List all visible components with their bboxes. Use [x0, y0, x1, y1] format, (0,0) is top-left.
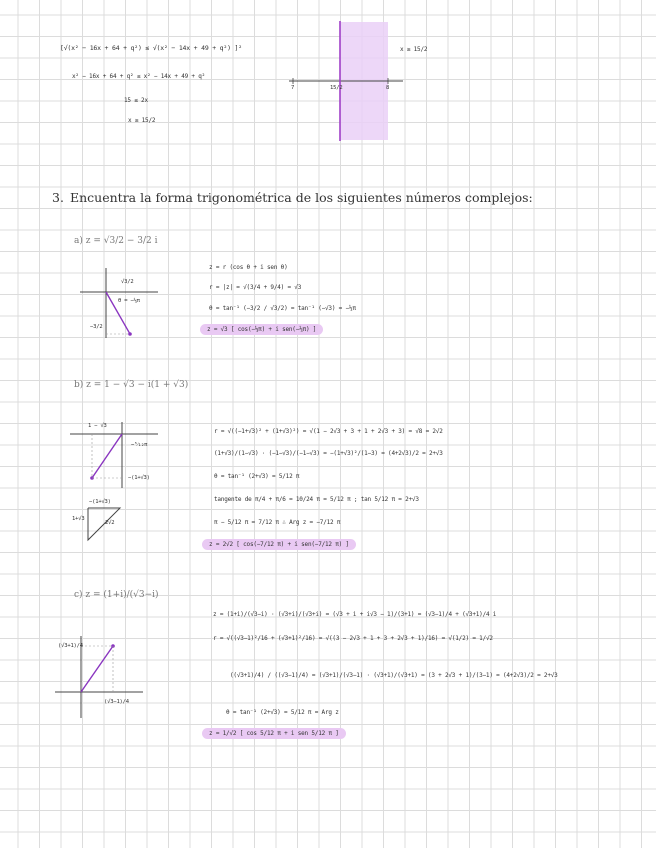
part-a-line-1: z = r (cos θ + i sen θ) — [209, 264, 288, 271]
part-b-fig-angle: −⁵⁄₁₂π — [131, 442, 148, 448]
part-b-fig-right: −(1+√3) — [128, 475, 150, 481]
section-title: Encuentra la forma trigonométrica de los siguientes números complejos: — [70, 190, 533, 205]
part-b-tri-top: −(1+√3) — [89, 499, 111, 505]
part-b-answer: z = 2√2 [ cos(−7/12 π) + i sen(−7/12 π) ] — [202, 539, 356, 550]
part-b-line-2: (1+√3)/(1−√3) · (−1−√3)/(−1−√3) = −(1+√3)²/(1−3) = (4+2√3)/2 = 2+√3 — [214, 450, 443, 457]
graph-label: x ≥ 15/2 — [400, 46, 428, 53]
inequality-graph — [285, 18, 428, 148]
top-line-4: x ≥ 15/2 — [128, 117, 156, 124]
top-line-2: x² − 16x + 64 + q² ≤ x² − 14x + 49 + q² — [72, 73, 206, 80]
part-c-line-4: θ = tan⁻¹ (2+√3) = 5/12 π = Arg z — [226, 709, 339, 716]
part-c-answer: z = 1/√2 [ cos 5/12 π + i sen 5/12 π ] — [202, 728, 346, 739]
section-number: 3. — [52, 190, 64, 205]
part-c-label: c) z = (1+i)/(√3−i) — [74, 590, 159, 600]
graph-tick-8: 8 — [386, 85, 390, 91]
graph-tick-half: 15/2 — [330, 85, 343, 91]
part-b-tri-right: 2√2 — [105, 520, 115, 526]
graph-tick-7: 7 — [291, 85, 295, 91]
part-b-label: b) z = 1 − √3 − i(1 + √3) — [74, 380, 189, 390]
part-a-label: a) z = √3/2 − 3/2 i — [74, 236, 158, 246]
part-c-line-1: z = (1+i)/(√3−i) · (√3+i)/(√3+i) = (√3 + i + i√3 − 1)/(3+1) = (√3−1)/4 + (√3+1)/4 i — [213, 611, 497, 618]
part-a-line-2: r = |z| = √(3/4 + 9/4) = √3 — [209, 284, 302, 291]
part-b-line-1: r = √((−1+√3)² + (1+√3)²) = √(1 − 2√3 + 3 + 1 + 2√3 + 3) = √8 = 2√2 — [214, 428, 443, 435]
part-a-answer: z = √3 [ cos(−⅓π) + i sen(−⅓π) ] — [200, 324, 323, 335]
part-a-line-3: θ = tan⁻¹ (−3/2 / √3/2) = tan⁻¹ (−√3) = −⅓π — [209, 305, 356, 312]
part-b-line-4: tangente de π/4 + π/6 = 10/24 π = 5/12 π ; tan 5/12 π = 2+√3 — [214, 496, 419, 503]
part-b-line-3: θ = tan⁻¹ (2+√3) = 5/12 π — [214, 473, 300, 480]
part-a-fig-left: −3/2 — [90, 324, 103, 330]
top-line-3: 15 ≤ 2x — [124, 97, 148, 104]
part-a-fig-angle: θ = −⅓π — [118, 298, 140, 304]
part-b-tri-left: 1+√3 — [72, 516, 85, 522]
part-c-fig-bottom: (√3−1)/4 — [104, 699, 129, 705]
top-expression: [√(x² − 16x + 64 + q²) ≤ √(x² − 14x + 49 + q²) ]² — [60, 44, 242, 52]
part-b-line-5: π − 5/12 π = 7/12 π ∴ Arg z = −7/12 π — [214, 519, 341, 526]
part-c-line-2: r = √((√3−1)²/16 + (√3+1)²/16) = √((3 − 2√3 + 1 + 3 + 2√3 + 1)/16) = √(1/2) = 1/√2 — [213, 635, 493, 642]
part-a-fig-top: √3/2 — [121, 279, 134, 285]
part-c-line-3: ((√3+1)/4) / ((√3−1)/4) = (√3+1)/(√3−1) · (√3+1)/(√3+1) = (3 + 2√3 + 1)/(3−1) = (4+2√3)/2 = 2+√3 — [230, 672, 558, 679]
part-c-fig-left: (√3+1)/4 — [58, 643, 83, 649]
part-b-fig-top: 1 − √3 — [88, 423, 107, 429]
